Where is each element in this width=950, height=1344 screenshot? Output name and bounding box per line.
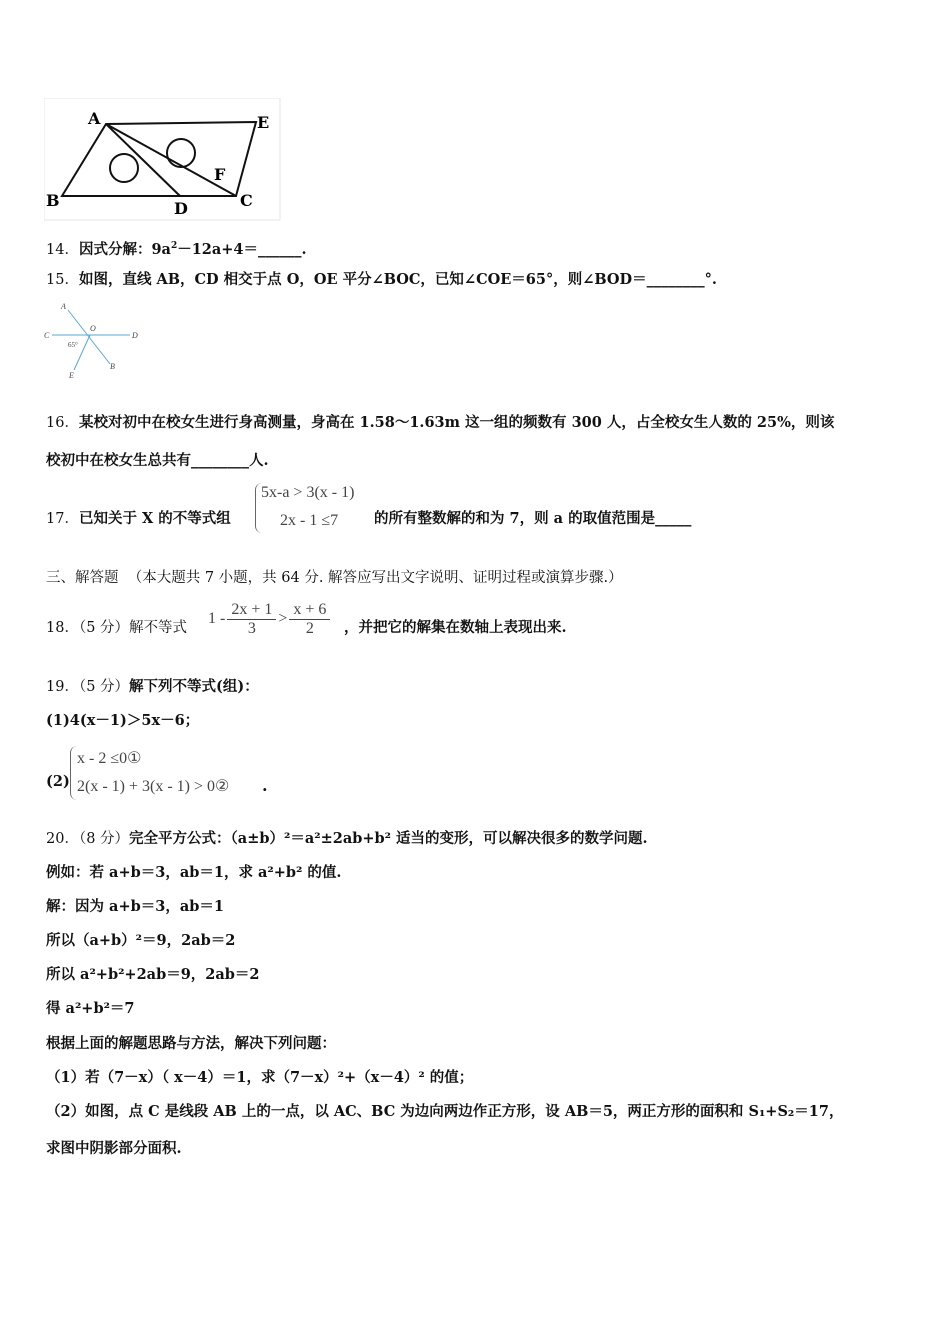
- label-e: E: [257, 113, 270, 132]
- label-a: A: [88, 109, 101, 128]
- q20-p1: （1）若（7－x）（ x－4）＝1，求（7－x）²+（x－4）² 的值；: [46, 1069, 474, 1086]
- q20-intro: 完全平方公式：（a±b）²＝a²±2ab+b² 适当的变形，可以解决很多的数学问题.: [129, 830, 648, 847]
- fig2-angle-label: 65°: [68, 341, 78, 349]
- figure-parallelogram: [44, 98, 284, 222]
- circle-left: [110, 154, 138, 182]
- q17-ineq2: 2x - 1 ≤7: [280, 512, 339, 529]
- question-15: [46, 270, 717, 290]
- q20-example: 例如：若 a+b＝3，ab＝1，求 a²+b² 的值.: [46, 864, 342, 881]
- q17-ineq1: 5x-a > 3(x - 1): [261, 484, 355, 501]
- q20-sol4-line: [46, 999, 135, 1019]
- q18-fraction-2: [289, 601, 330, 638]
- q17-text-pre: 已知关于 X 的不等式组: [78, 510, 231, 527]
- label-c: C: [240, 191, 253, 210]
- q19-part1: (1)4(x－1)＞5x－6；: [46, 712, 200, 729]
- q14-text-pre: 因式分解：9a: [78, 240, 171, 258]
- q19-ineq1: x - 2 ≤0①: [77, 750, 142, 767]
- q16-number: 16．: [46, 415, 79, 431]
- q20-sol2-line: [46, 931, 235, 951]
- q15-text: 如图，直线 AB，CD 相交于点 O，OE 平分∠BOC，已知∠COE＝65°，则∠BOD＝________°.: [78, 271, 717, 288]
- label-d: D: [174, 199, 188, 218]
- section-3-title: 三、解答题: [46, 570, 119, 586]
- q20-p2-line2-text: 求图中阴影部分面积.: [46, 1140, 182, 1157]
- q20-p2-line1: [46, 1102, 843, 1122]
- q15-number: 15．: [46, 272, 79, 288]
- q18-frac2-den: 2: [305, 619, 314, 637]
- question-20: [46, 829, 648, 849]
- question-17: [46, 509, 231, 529]
- label-f: F: [214, 165, 226, 184]
- segment-ac: [106, 124, 236, 196]
- q16-line1: 某校对初中在校女生进行身高测量，身高在 1.58～1.63m 这一组的频数有 300 人，占全校女生人数的 25%，则该: [78, 414, 835, 431]
- q18-number: 18．: [46, 620, 79, 636]
- q20-task: 根据上面的解题思路与方法，解决下列问题：: [46, 1035, 336, 1052]
- q20-example-line: [46, 863, 341, 883]
- circle-right: [167, 139, 195, 167]
- fig2-label-a: A: [61, 302, 66, 311]
- q20-number: 20．: [46, 831, 79, 847]
- q19-part2-label: (2): [46, 773, 70, 790]
- q19-system-brace: [70, 746, 77, 800]
- q19-number: 19．: [46, 679, 79, 695]
- q18-frac2-num: x + 6: [289, 601, 330, 620]
- q20-sol1-line: [46, 897, 224, 917]
- q20-sol3-line: [46, 965, 260, 985]
- q20-score: （8 分）: [78, 831, 130, 847]
- q18-frac1-num: 2x + 1: [227, 601, 276, 620]
- q18-op: >: [278, 610, 288, 627]
- q20-p1-line: [46, 1068, 473, 1088]
- q18-lhs-prefix: 1 -: [208, 610, 226, 627]
- fig2-label-d: D: [132, 331, 138, 340]
- q20-p2-line2: [46, 1139, 182, 1159]
- q20-sol3: 所以 a²+b²+2ab＝9，2ab＝2: [46, 966, 260, 983]
- q20-sol2: 所以（a+b）²＝9，2ab＝2: [46, 932, 236, 949]
- q19-score: （5 分）: [78, 679, 130, 695]
- question-18: [46, 618, 187, 638]
- q18-score: （5 分）: [78, 620, 130, 636]
- question-17-tail: [374, 509, 691, 529]
- question-18-tail: [344, 618, 567, 638]
- q20-task-line: [46, 1034, 336, 1054]
- q14-text-post: －12a+4＝______.: [177, 240, 307, 258]
- parallelogram-shape: [62, 122, 256, 196]
- q17-number: 17．: [46, 511, 79, 527]
- q18-inequality: [208, 597, 332, 641]
- q19-tail: .: [262, 776, 268, 795]
- fig2-label-e: E: [69, 371, 74, 380]
- fig2-label-b: B: [110, 362, 115, 371]
- fig2-label-c: C: [44, 331, 50, 340]
- section-3-header: [46, 568, 623, 588]
- question-19-part2-label: [46, 772, 70, 792]
- q20-sol4: 得 a²+b²＝7: [46, 1000, 135, 1017]
- question-19: [46, 677, 259, 697]
- label-b: B: [46, 191, 60, 210]
- q16-line2: 校初中在校女生总共有________人.: [46, 452, 269, 469]
- q18-text-pre: 解不等式: [129, 620, 188, 636]
- q20-sol1: 解：因为 a+b＝3，ab＝1: [46, 898, 224, 915]
- q14-sup: 2: [170, 241, 178, 251]
- question-16-line2: [46, 451, 269, 471]
- q19-ineq2: 2(x - 1) + 3(x - 1) > 0②: [77, 778, 230, 795]
- section-3-desc: （本大题共 7 小题，共 64 分. 解答应写出文字说明、证明过程或演算步骤.）: [127, 570, 623, 586]
- question-16: [46, 413, 834, 433]
- q17-text-post: 的所有整数解的和为 7，则 a 的取值范围是_____: [374, 510, 692, 527]
- fig2-label-o: O: [90, 324, 96, 333]
- figure-intersecting-lines: [40, 298, 150, 382]
- q19-text: 解下列不等式(组)：: [129, 678, 259, 695]
- question-14: [46, 236, 307, 260]
- q20-p2-line1-text: （2）如图，点 C 是线段 AB 上的一点，以 AC、BC 为边向两边作正方形，设 AB＝5，两正方形的面积和 S₁+S₂＝17，: [46, 1103, 844, 1120]
- q18-text-post: ，并把它的解集在数轴上表现出来.: [344, 619, 567, 636]
- q18-fraction-1: [227, 601, 276, 638]
- q14-number: 14．: [46, 241, 79, 258]
- question-19-part1: [46, 711, 199, 731]
- q18-frac1-den: 3: [247, 619, 256, 637]
